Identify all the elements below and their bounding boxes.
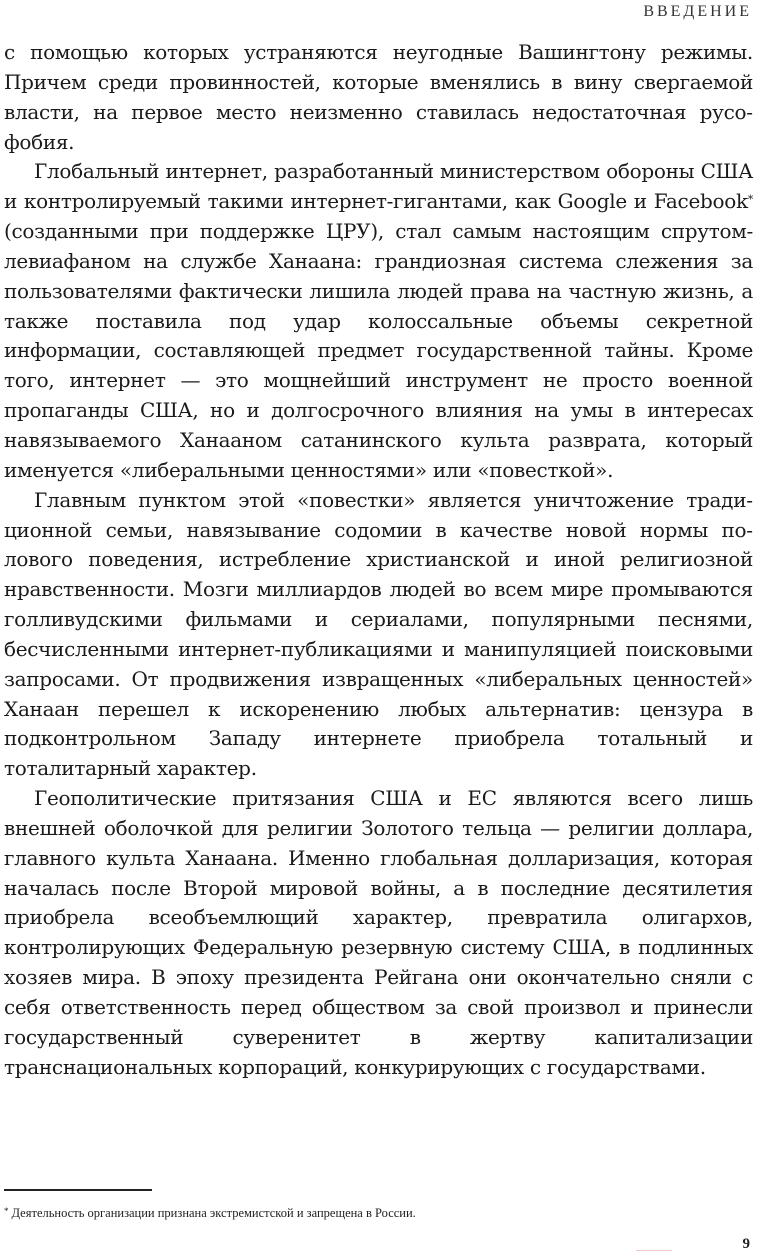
scan-mark (636, 1250, 672, 1251)
paragraph-internet (4, 157, 753, 485)
footnote-mark: * (4, 1206, 9, 1216)
footnote-text: Деятельность организации признана экстремистской и запрещена в России. (11, 1206, 416, 1220)
paragraph-agenda: Главным пунктом этой «повестки» является уничтожение традиционной семьи, навязывание содомии в качестве новой нормы полового поведения, истребление христианской и иной религиозной нравственности. Мозги миллиардов людей во всем мире промываются голливудскими фильмами и сериалами, популярными песнями, бесчисленными интернет-публикациями и манипуляцией поисковыми запросами. От продвижения извращенных «либеральных ценностей» Ханаан перешел к искоренению любых альтернатив: цензура в подконтрольном Западу интернете приобрела тотальный и тоталитарный характер. (4, 487, 753, 781)
paragraph-geopolitics: Геополитические притязания США и ЕС являются всего лишь внешней оболочкой для религии Золотого тельца — религии доллара, главного культа Ханаана. Именно глобальная долларизация, которая началась после Второй мировой войны, а в последние десятилетия приобрела всеобъемлющий характер, превратила олигархов, контролирующих Федеральную резервную систему США, в подлинных хозяев мира. В эпоху президента Рейгана они окончательно сняли с себя ответственность перед обществом за свой произвол и принесли государственный суверенитет в жертву капитализации транснациональных корпораций, конкурирующих с государствами. (4, 786, 753, 1079)
paragraph-continued: с помощью которых устраняются неугодные Вашингтону режимы. Причем среди провинностей, которые вменялись в вину свергаемой власти, на первое место неизменно ставилась недостаточная русофобия. (4, 40, 753, 154)
running-head: ВВЕДЕНИЕ (643, 3, 752, 20)
body-text (4, 38, 753, 1083)
footnote (4, 1206, 416, 1221)
footnote-reference: * (747, 193, 753, 207)
page-number: 9 (742, 1236, 750, 1252)
footnote-divider (4, 1189, 152, 1191)
paragraph-internet-text-a: Глобальный интернет, разработанный министерством обороны США и контролируемый такими интернет-гигантами, как Google и Facebook (4, 159, 753, 214)
paragraph-internet-text-b: (созданными при поддержке ЦРУ), стал самым настоящим спрутом-левиафаном на службе Ханаана: грандиозная система слежения за пользователями фактически лишила людей права на частную жизнь, а также поставила под удар колоссальные объемы секретной информации, составляющей предмет государственной тайны. Кроме того, интернет — это мощнейший инструмент не просто военной пропаганды США, но и долгосрочного влияния на умы в интересах навязываемого Ханааном сатанинского культа разврата, который именуется «либеральными ценностями» или «повесткой». (4, 219, 753, 482)
